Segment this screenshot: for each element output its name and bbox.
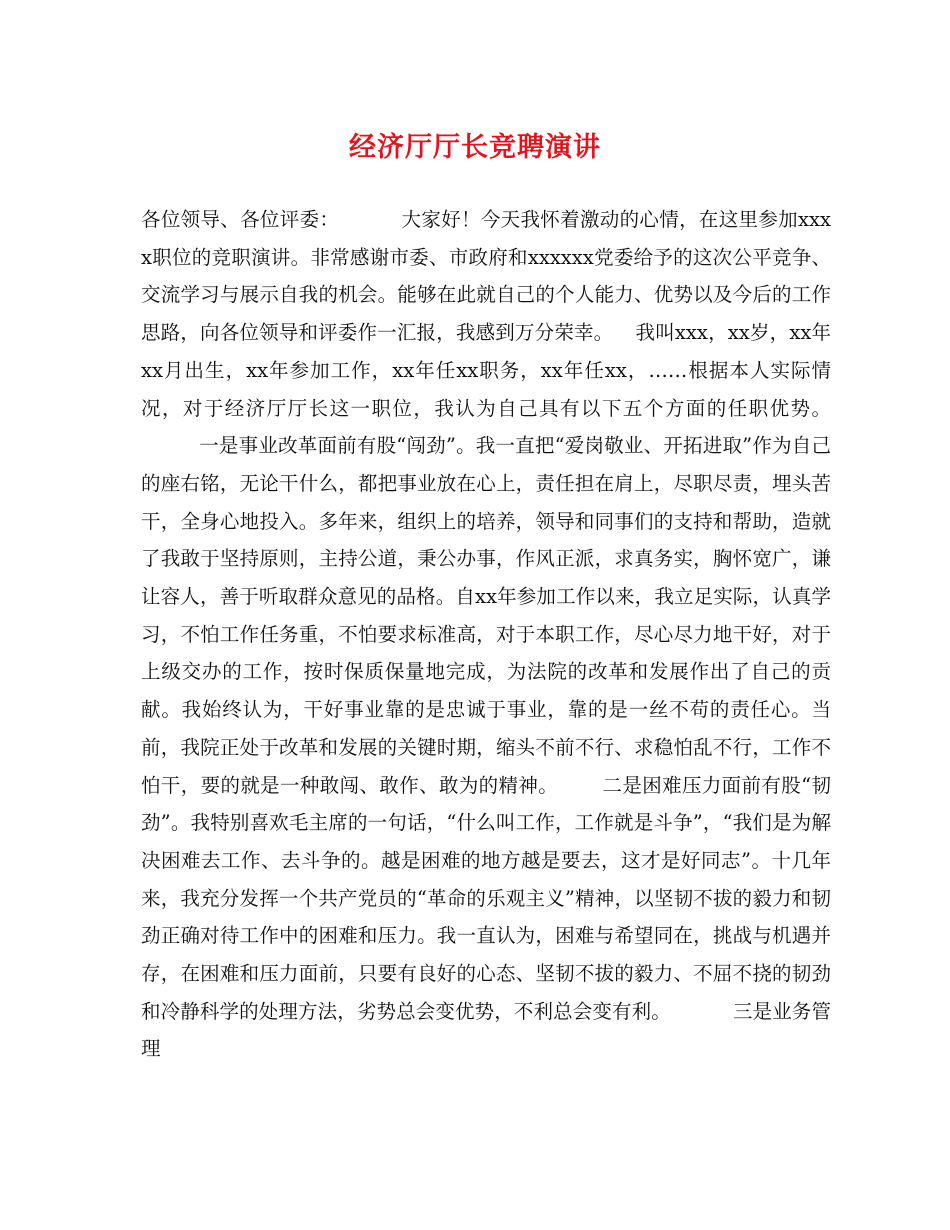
document-title: 经济厅厅长竞聘演讲 [349,132,601,163]
paragraph-advantage-one: 一是事业改革面前有股“闯劲”。我一直把“爱岗敬业、开拓进取”作为自己的座右铭，无论干什么，都把事业放在心上，责任担在肩上，尽职尽责，埋头苦干，全身心地投入。多年来，组织上的培养，领导和同事们的支持和帮助，造就了我敢于坚持原则，主持公道，秉公办事，作风正派，求真务实，胸怀宽广，谦让容人，善于听取群众意见的品格。自xx年参加工作以来，我立足实际，认真学习，不怕工作任务重，不怕要求标准高，对于本职工作，尽心尽力地干好，对于上级交办的工作，按时保质保量地完成，为法院的改革和发展作出了自己的贡献。我始终认为，干好事业靠的是忠诚于事业，靠的是一丝不苟的责任心。当前，我院正处于改革和发展的关键时期，缩头不前不行、求稳怕乱不行，工作不怕干，要的就是一种敢闯、敢作、敢为的精神。 [141,434,831,797]
paragraph-advantage-two: 二是困难压力面前有股“韧劲”。我特别喜欢毛主席的一句话，“什么叫工作，工作就是斗争”，“我们是为解决困难去工作、去斗争的。越是困难的地方越是要去，这才是好同志”。十几年来，我充分发挥一个共产党员的“革命的乐观主义”精神，以坚韧不拔的毅力和韧劲正确对待工作中的困难和压力。我一直认为，困难与希望同在，挑战与机遇并存，在困难和压力面前，只要有良好的心态、坚韧不拔的毅力、不屈不挠的韧劲和冷静科学的处理方法，劣势总会变优势，不利总会变有利。 [141,773,831,1023]
paragraph-advantage-three: 三是业务管理 [141,999,831,1061]
paragraph-greeting: 大家好！今天我怀着激动的心情，在这里参加xxxx职位的竞职演讲。非常感谢市委、市政府和xxxxxx党委给予的这次公平竞争、交流学习与展示自我的机会。能够在此就自己的个人能力、优势以及今后的工作思路，向各位领导和评委作一汇报，我感到万分荣幸。 [141,208,831,345]
document-body [141,201,831,1068]
salutation: 各位领导、各位评委： [141,208,340,231]
paragraph-introduction: 我叫xxx，xx岁，xx年xx月出生，xx年参加工作，xx年任xx职务，xx年任xx，……根据本人实际情况，对于经济厅厅长这一职位，我认为自己具有以下五个方面的任职优势。 [141,321,831,420]
